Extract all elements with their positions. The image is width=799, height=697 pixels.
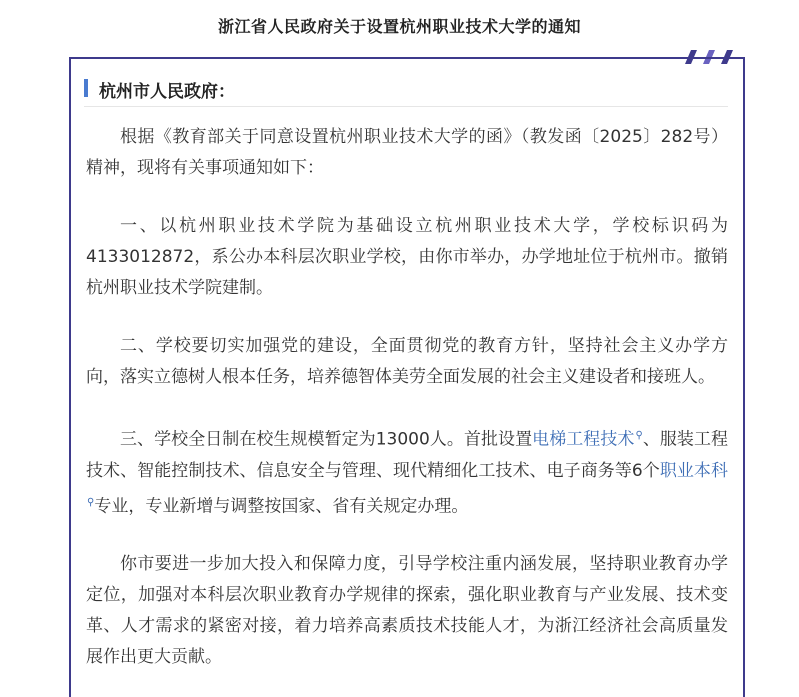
notice-body bbox=[86, 122, 728, 673]
paragraph-item-3-part1: 三、学校全日制在校生规模暂定为13000人。首批设置 bbox=[120, 429, 533, 450]
search-icon[interactable]: ⚲ bbox=[635, 430, 643, 441]
section-header bbox=[84, 76, 728, 107]
section-accent-bar bbox=[84, 79, 88, 97]
link-vocational-undergraduate[interactable]: 职业本科 bbox=[659, 460, 728, 481]
frame-border-top bbox=[69, 57, 745, 59]
section-heading: 杭州市人民政府： bbox=[99, 82, 235, 102]
paragraph-item-1: 一、以杭州职业技术学院为基础设立杭州职业技术大学，学校标识码为4133012872，系公办本科层次职业学校，由你市举办，办学地址位于杭州市。撤销杭州职业技术学院建制。 bbox=[86, 216, 728, 298]
paragraph-item-3-part3: 专业，专业新增与调整按国家、省有关规定办理。 bbox=[94, 496, 469, 517]
paragraph-item-2: 二、学校要切实加强党的建设，全面贯彻党的教育方针，坚持社会主义办学方向，落实立德树人根本任务，培养德智体美劳全面发展的社会主义建设者和接班人。 bbox=[86, 336, 728, 387]
page-title: 浙江省人民政府关于设置杭州职业技术大学的通知 bbox=[217, 17, 581, 36]
paragraph-closing: 你市要进一步加大投入和保障力度，引导学校注重内涵发展，坚持职业教育办学定位，加强对本科层次职业教育办学规律的探索，强化职业教育与产业发展、技术变革、人才需求的紧密对接，着力培养高素质技术技能人才，为浙江经济社会高质量发展作出更大贡献。 bbox=[86, 554, 728, 668]
frame-border-left bbox=[69, 57, 71, 697]
paragraph-item-3-part2: 、服装工程技术、智能控制技术、信息安全与管理、现代精细化工技术、电子商务等6个 bbox=[86, 429, 729, 481]
paragraph-item-3 bbox=[86, 420, 728, 522]
frame-border-right bbox=[743, 57, 745, 697]
link-elevator-engineering[interactable]: 电梯工程技术 bbox=[532, 429, 635, 450]
paragraph-intro: 根据《教育部关于同意设置杭州职业技术大学的函》（教发函〔2025〕282号）精神，现将有关事项通知如下： bbox=[86, 127, 728, 178]
search-icon[interactable]: ⚲ bbox=[87, 496, 95, 508]
